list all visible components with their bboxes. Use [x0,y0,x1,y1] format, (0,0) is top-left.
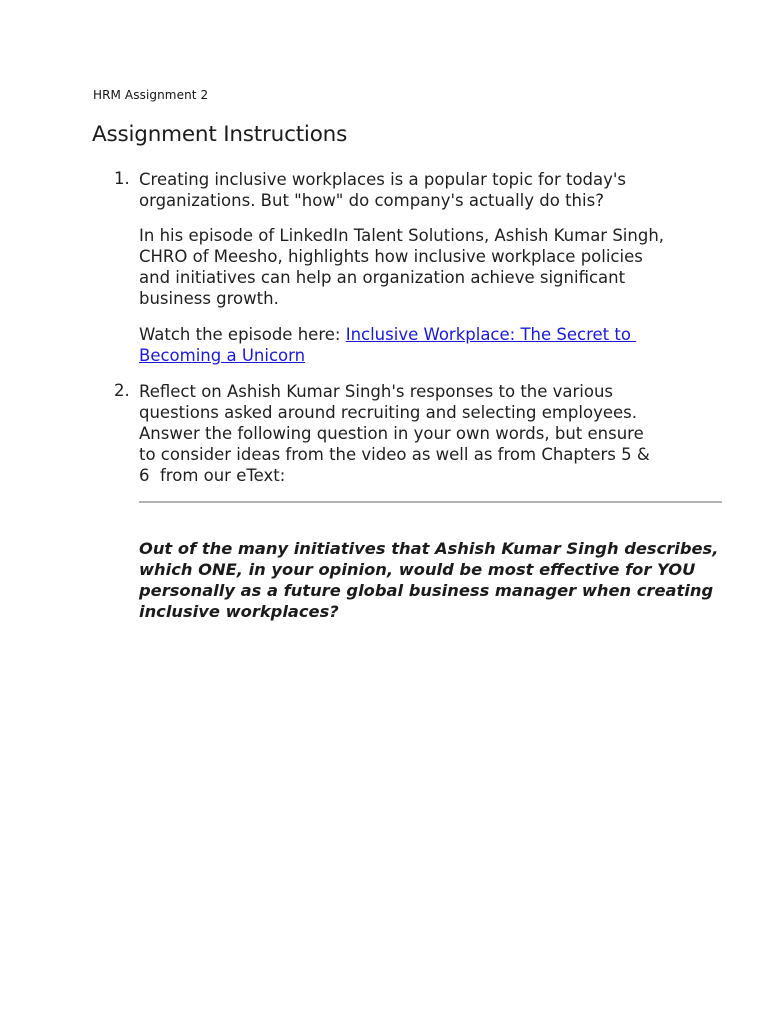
item-2-line: 6 from our eText: [139,466,286,485]
item-2-line: questions asked around recruiting and selecting employees. [139,403,637,422]
item-1-intro-line: Creating inclusive workplaces is a popular topic for today's [139,170,627,189]
watch-line-2 [139,345,709,366]
list-number-2: 2. [114,381,130,400]
item-2-line: Answer the following question in your own words, but ensure [139,424,644,443]
question-text [139,538,719,622]
question-line: which ONE, in your opinion, would be most effective for YOU [139,560,696,579]
item-2-line: to consider ideas from the video as well as from Chapters 5 & [139,445,650,464]
question-line: Out of the many initiatives that Ashish Kumar Singh describes, [139,539,719,558]
episode-link-continued[interactable]: Becoming a Unicorn [139,346,306,365]
page-title: Assignment Instructions [92,122,348,147]
item-1-body-line: In his episode of LinkedIn Talent Solutions, Ashish Kumar Singh, [139,226,665,245]
item-2-line: Reflect on Ashish Kumar Singh's responses to the various [139,382,614,401]
item-1-body-line: CHRO of Meesho, highlights how inclusive workplace policies [139,247,643,266]
item-2-text [139,381,709,486]
item-1-intro [139,169,709,211]
item-1-body-line: business growth. [139,289,279,308]
episode-link[interactable]: Inclusive Workplace: The Secret to [345,325,637,344]
list-number-1: 1. [114,169,130,188]
question-line: inclusive workplaces? [139,602,339,621]
item-1-watch [139,324,709,366]
item-1-intro-line: organizations. But "how" do company's actually do this? [139,191,604,210]
item-1-body-line: and initiatives can help an organization achieve significant [139,268,626,287]
item-1-body [139,225,709,309]
watch-prefix: Watch the episode here: [139,325,346,344]
horizontal-divider [139,501,722,503]
watch-line [139,324,709,345]
header-label: HRM Assignment 2 [93,88,209,102]
question-line: personally as a future global business manager when creating [139,581,714,600]
